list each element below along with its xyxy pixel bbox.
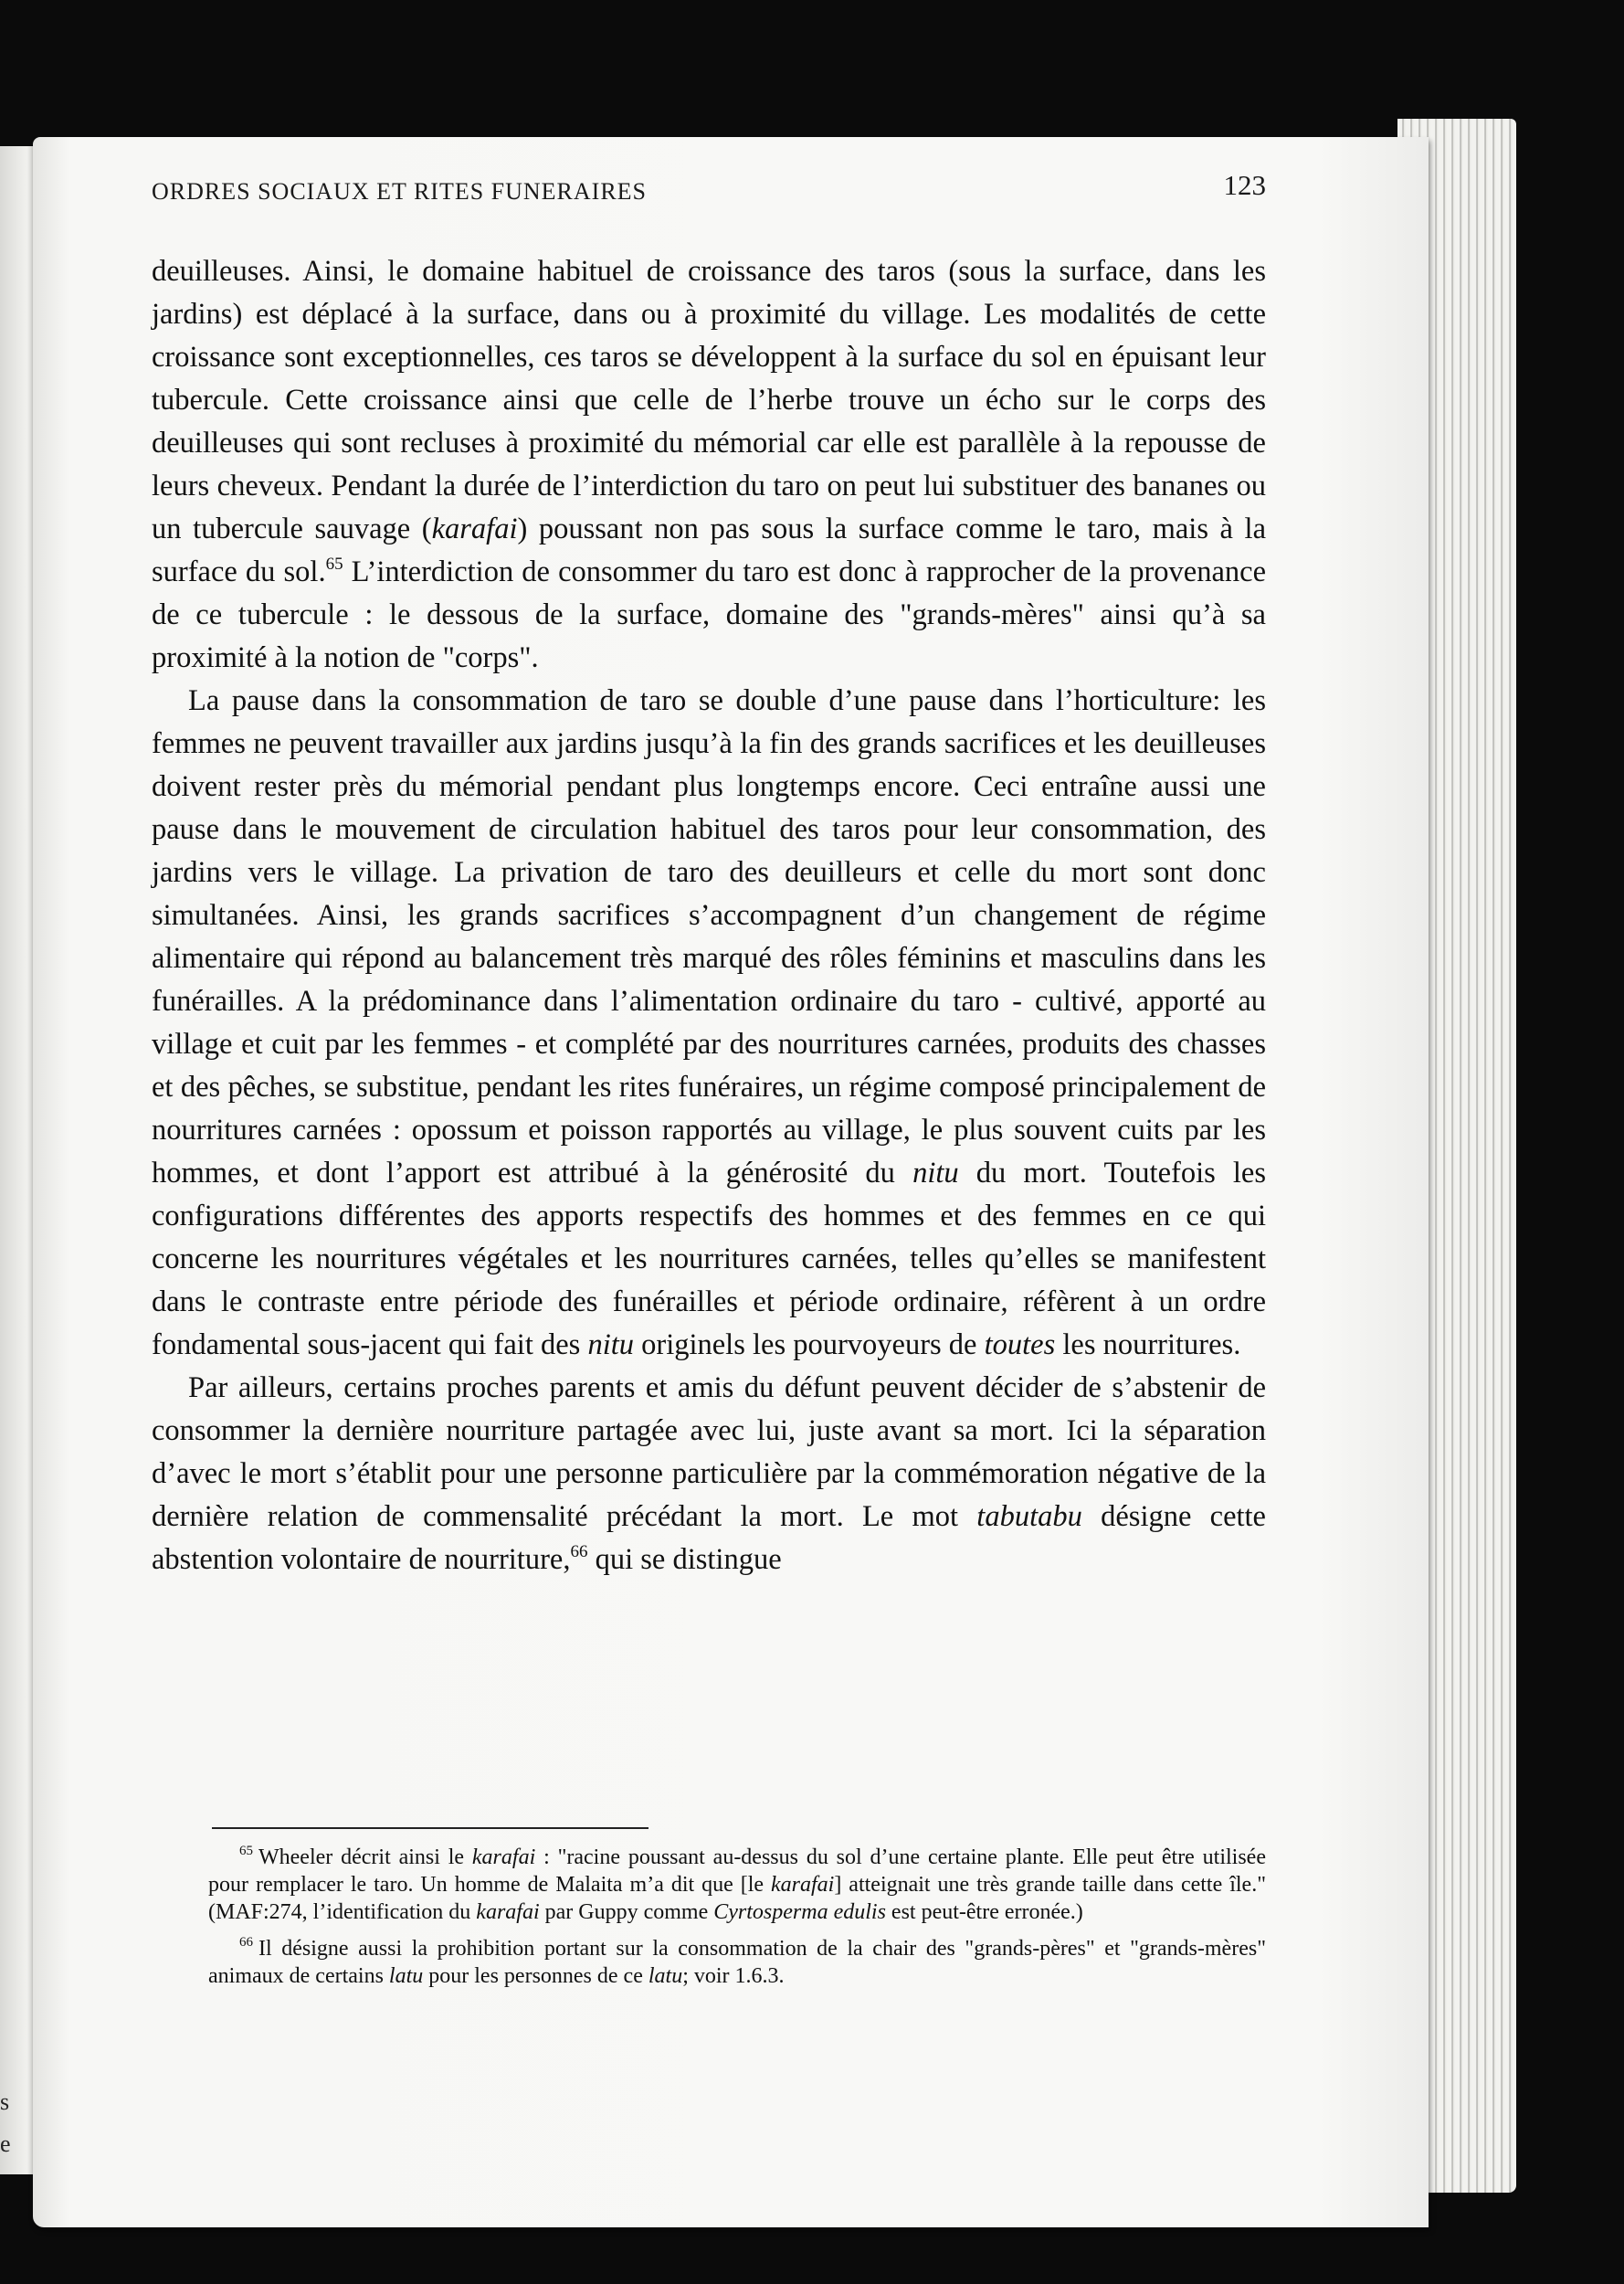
footnote-65 bbox=[208, 1844, 1266, 1926]
italic-term: nitu bbox=[912, 1157, 959, 1190]
paragraph-3 bbox=[152, 1367, 1266, 1581]
italic-term: toutes bbox=[984, 1328, 1056, 1361]
page-number: 123 bbox=[1223, 169, 1266, 201]
text-run: : "racine poussant au-dessus du sol d’une certaine plante. Elle peut être utilisée pour remplacer le taro. Un homme de Malaita m’a dit que [le bbox=[208, 1845, 1266, 1897]
footnote-ref: 65 bbox=[325, 555, 343, 574]
footnote-number: 65 bbox=[239, 1844, 253, 1858]
italic-term: tabutabu bbox=[976, 1500, 1082, 1533]
text-run: ; voir 1.6.3. bbox=[682, 1964, 785, 1988]
text-run: par Guppy comme bbox=[539, 1900, 714, 1924]
text-run: L’interdiction de consommer du taro est donc à rapprocher de la provenance de ce tubercule : le dessous de la surface, domaine des "grands-mères" ainsi qu’à sa proximité à la notion de "corps". bbox=[152, 555, 1266, 674]
italic-term: karafai bbox=[476, 1900, 540, 1924]
italic-term: latu bbox=[388, 1964, 424, 1988]
footnotes bbox=[208, 1844, 1266, 1999]
text-run: est peut-être erronée.) bbox=[885, 1900, 1083, 1924]
text-run: deuilleuses. Ainsi, le domaine habituel de croissance des taros (sous la surface, dans les jardins) est déplacé à la surface, dans ou à proximité du village. Les modalités de cette croissance sont exceptionnelles, ces taros se développent à la surface du sol en épuisant leur tubercule. Cette croissance ainsi que celle de l’herbe trouve un écho sur le corps des deuilleuses qui sont recluses à proximité du mémorial car elle est parallèle à la repousse de leurs cheveux. Pendant la durée de l’interdiction du taro on peut lui substituer des bananes ou un tubercule sauvage ( bbox=[152, 255, 1266, 545]
text-run: ] atteignait une très grande taille dans cette île." (MAF:274, l’identification du bbox=[208, 1873, 1266, 1924]
text-run: Il désigne aussi la prohibition portant sur la consommation de la chair des "grands-pères" et "grands-mères" animaux de certains bbox=[208, 1937, 1266, 1988]
paragraph-2 bbox=[152, 680, 1266, 1367]
footnote-divider bbox=[212, 1827, 649, 1829]
text-run: ) poussant non pas sous la surface comme le taro, mais à la surface du sol. bbox=[152, 513, 1266, 588]
italic-term: Cyrtosperma edulis bbox=[713, 1900, 886, 1924]
footnote-ref: 66 bbox=[570, 1542, 588, 1561]
italic-term: latu bbox=[648, 1964, 683, 1988]
italic-term: karafai bbox=[771, 1873, 835, 1897]
text-run: La pause dans la consommation de taro se double d’une pause dans l’horticulture: les femmes ne peuvent travailler aux jardins jusqu’à la fin des grands sacrifices et les deuilleuses doivent rester près du mémorial pendant plus longtemps encore. Ceci entraîne aussi une pause dans le mouvement de circulation habituel des taros pour leur consommation, des jardins vers le village. La privation de taro des deuilleurs et celle du mort sont donc simultanées. Ainsi, les grands sacrifices s’accompagnent d’un changement de régime alimentaire qui répond au balancement très marqué des rôles féminins et masculins dans les funérailles. A la prédominance dans l’alimentation ordinaire du taro - cultivé, apporté au village et cuit par les femmes - et complété par des nourritures carnées, produits des chasses et des pêches, se substitue, pendant les rites funéraires, un régime composé principalement de nourritures carnées : opossum et poisson rapportés au village, le plus souvent cuits par les hommes, et dont l’apport est attribué à la générosité du bbox=[152, 684, 1266, 1190]
paragraph-1 bbox=[152, 250, 1266, 680]
italic-term: nitu bbox=[587, 1328, 634, 1361]
footnote-number: 66 bbox=[239, 1935, 253, 1950]
text-run: qui se distingue bbox=[587, 1543, 782, 1576]
text-run: Par ailleurs, certains proches parents et amis du défunt peuvent décider de s’abstenir de consommer la dernière nourriture partagée avec lui, juste avant sa mort. Ici la séparation d’avec le mort s’établit pour une personne particulière par la commémoration négative de la dernière relation de commensalité précédant la mort. Le mot bbox=[152, 1371, 1266, 1533]
text-run: désigne cette abstention volontaire de nourriture, bbox=[152, 1500, 1266, 1576]
text-run: pour les personnes de ce bbox=[423, 1964, 649, 1988]
text-run: les nourritures. bbox=[1055, 1328, 1241, 1361]
italic-term: karafai bbox=[471, 1845, 536, 1869]
left-page-glyph: e bbox=[0, 2131, 11, 2157]
text-run: Wheeler décrit ainsi le bbox=[258, 1845, 472, 1869]
text-run: du mort. Toutefois les configurations différentes des apports respectifs des hommes et des femmes en ce qui concerne les nourritures végétales et les nourritures carnées, telles qu’elles se manifestent dans le contraste entre période des funérailles et période ordinaire, réfèrent à un ordre fondamental sous-jacent qui fait des bbox=[152, 1157, 1267, 1361]
running-title: ORDRES SOCIAUX ET RITES FUNERAIRES bbox=[152, 178, 648, 205]
left-page-text-fragment bbox=[0, 2081, 13, 2165]
body-text bbox=[152, 250, 1266, 1581]
left-page-glyph: s bbox=[0, 2088, 10, 2115]
footnote-66 bbox=[208, 1935, 1266, 1990]
italic-term: karafai bbox=[431, 513, 518, 545]
text-run: originels les pourvoyeurs de bbox=[634, 1328, 985, 1361]
